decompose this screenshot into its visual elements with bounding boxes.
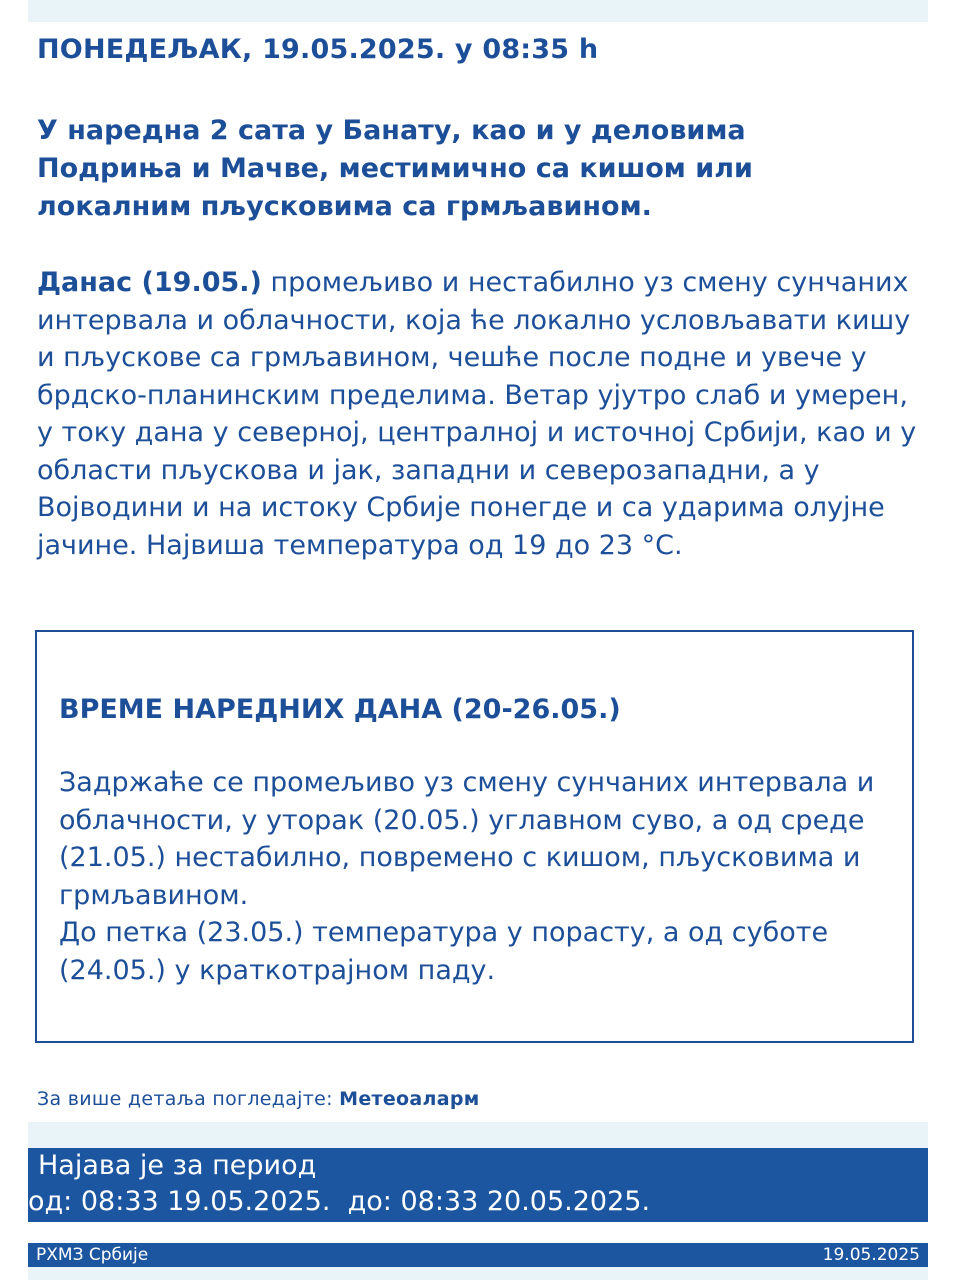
bottom-strip	[28, 1267, 928, 1280]
meteoalarm-link[interactable]: Метеоаларм	[339, 1088, 480, 1110]
bulletin-date: ПОНЕДЕЉАК, 19.05.2025. у 08:35 h	[37, 34, 599, 65]
period-range: од: 08:33 19.05.2025. до: 08:33 20.05.2025.	[28, 1186, 651, 1217]
footer-bar	[28, 1243, 928, 1267]
footer-date: 19.05.2025	[822, 1245, 920, 1265]
divider-strip	[28, 1122, 928, 1148]
top-strip	[28, 0, 928, 22]
bulletin-content	[37, 30, 917, 564]
today-text: промељиво и нестабилно уз смену сунчаних интервала и облачности, која ће локално условљавати кишу и пљускове са грмљавином, чешће после подне и увече у брдско-планинским пределима. Ветар ујутро слаб и умерен, у току дана у северној, централној и источној Србији, као и у области пљускова и јак, западни и северозападни, а у Војводини и на истоку Србије понегде и са ударима олујне јачине. Највиша температура од 19 до 23 °C.	[37, 267, 917, 561]
next-days-line1: Задржаће се промељиво уз смену сунчаних интервала и облачности, у уторак (20.05.) углавном суво, а од среде (21.05.) нестабилно, повремено с кишом, пљусковима и грмљавином.	[59, 767, 875, 911]
warning-text: У наредна 2 сата у Банату, као и у деловима Подриња и Мачве, местимично са кишом или локалним пљусковима са грмљавином.	[37, 115, 753, 222]
period-title: Најава је за период	[38, 1150, 317, 1181]
next-days-box	[35, 630, 914, 1043]
today-lead: Данас (19.05.)	[37, 267, 262, 298]
next-days-line2: До петка (23.05.) температура у порасту, а од суботе (24.05.) у краткотрајном паду.	[59, 917, 829, 986]
footer-org: РХМЗ Србије	[36, 1245, 149, 1265]
next-days-text	[59, 764, 899, 989]
details-line	[37, 1088, 480, 1110]
period-bar	[28, 1148, 928, 1222]
details-prefix: За више детаља погледајте:	[37, 1088, 340, 1110]
today-forecast	[37, 264, 917, 564]
next-days-title: ВРЕМЕ НАРЕДНИХ ДАНА (20-26.05.)	[59, 694, 621, 725]
